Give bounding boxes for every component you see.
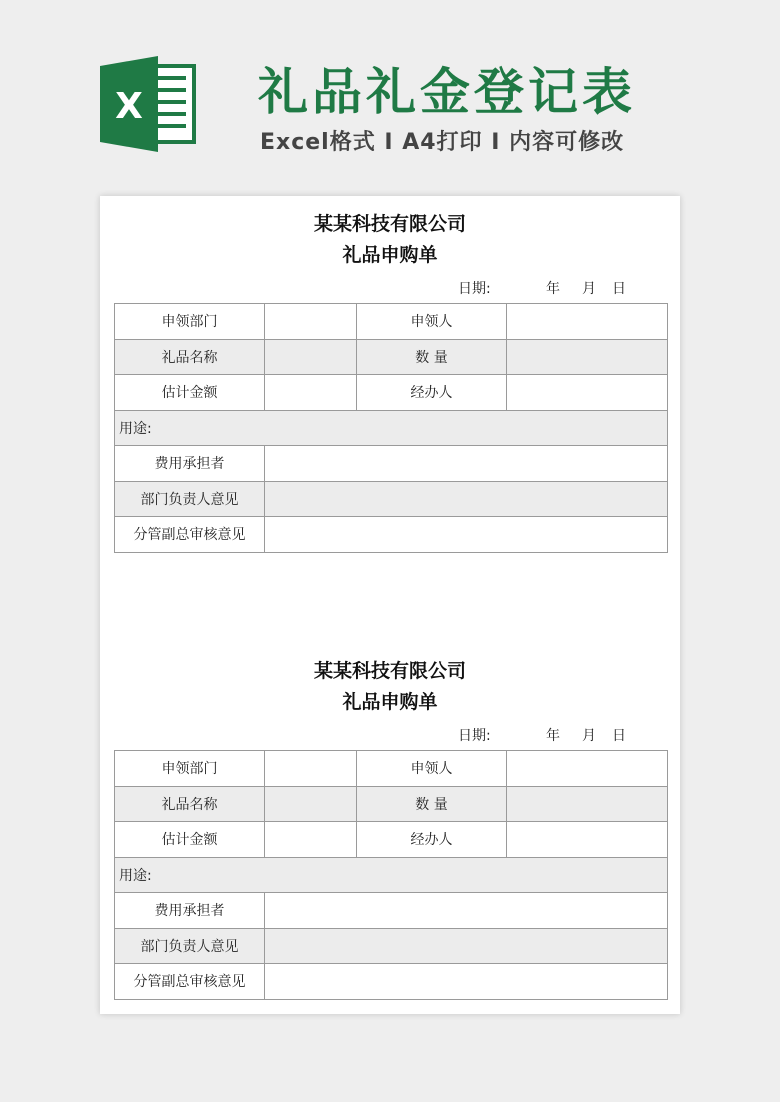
date-day: 日 <box>612 728 626 744</box>
document-page <box>100 196 680 1014</box>
field-dept[interactable] <box>265 751 357 787</box>
date-label: 日期: <box>458 728 491 744</box>
field-applicant[interactable] <box>507 304 668 340</box>
label-quantity: 数 量 <box>357 339 507 375</box>
field-est-amount[interactable] <box>265 822 357 858</box>
label-dept-head: 部门负责人意见 <box>115 928 265 964</box>
label-est-amount: 估计金额 <box>115 375 265 411</box>
form-title: 礼品申购单 <box>342 691 438 713</box>
table-row <box>115 304 668 340</box>
form-table <box>114 750 668 1000</box>
page-subtitle: Excel格式 I A4打印 I 内容可修改 <box>260 130 625 155</box>
date-month: 月 <box>582 728 596 744</box>
table-row <box>115 857 668 893</box>
date-month: 月 <box>582 281 596 297</box>
field-dept-head[interactable] <box>265 928 668 964</box>
table-row <box>115 375 668 411</box>
date-row <box>100 717 680 747</box>
table-row <box>115 339 668 375</box>
table-row <box>115 928 668 964</box>
field-quantity[interactable] <box>507 786 668 822</box>
field-applicant[interactable] <box>507 751 668 787</box>
company-name: 某某科技有限公司 <box>313 660 466 682</box>
label-bearer: 费用承担者 <box>115 893 265 929</box>
gift-request-form <box>100 657 680 1000</box>
label-applicant: 申领人 <box>357 304 507 340</box>
logo-letter: X <box>115 86 143 127</box>
field-est-amount[interactable] <box>265 375 357 411</box>
label-est-amount: 估计金额 <box>115 822 265 858</box>
excel-icon <box>100 56 198 152</box>
label-dept-head: 部门负责人意见 <box>115 481 265 517</box>
table-row <box>115 786 668 822</box>
table-row <box>115 751 668 787</box>
label-applicant: 申领人 <box>357 751 507 787</box>
field-vp-review[interactable] <box>265 517 668 553</box>
table-row <box>115 893 668 929</box>
label-bearer: 费用承担者 <box>115 446 265 482</box>
field-handler[interactable] <box>507 822 668 858</box>
field-purpose[interactable]: 用途: <box>115 857 668 893</box>
label-handler: 经办人 <box>357 375 507 411</box>
date-day: 日 <box>612 281 626 297</box>
table-row <box>115 517 668 553</box>
field-quantity[interactable] <box>507 339 668 375</box>
label-quantity: 数 量 <box>357 786 507 822</box>
label-gift-name: 礼品名称 <box>115 786 265 822</box>
form-table <box>114 303 668 553</box>
date-year: 年 <box>546 728 560 744</box>
label-handler: 经办人 <box>357 822 507 858</box>
table-row <box>115 481 668 517</box>
gift-request-form <box>100 210 680 553</box>
date-row <box>100 270 680 300</box>
date-year: 年 <box>546 281 560 297</box>
field-dept[interactable] <box>265 304 357 340</box>
company-name: 某某科技有限公司 <box>313 213 466 235</box>
field-dept-head[interactable] <box>265 481 668 517</box>
field-bearer[interactable] <box>265 446 668 482</box>
date-label: 日期: <box>458 281 491 297</box>
label-vp-review: 分管副总审核意见 <box>115 964 265 1000</box>
page-title: 礼品礼金登记表 <box>258 63 636 121</box>
label-vp-review: 分管副总审核意见 <box>115 517 265 553</box>
table-row <box>115 822 668 858</box>
form-title: 礼品申购单 <box>342 244 438 266</box>
field-bearer[interactable] <box>265 893 668 929</box>
page-header <box>0 0 780 190</box>
table-row <box>115 964 668 1000</box>
label-dept: 申领部门 <box>115 304 265 340</box>
table-row <box>115 410 668 446</box>
field-vp-review[interactable] <box>265 964 668 1000</box>
field-purpose[interactable]: 用途: <box>115 410 668 446</box>
label-gift-name: 礼品名称 <box>115 339 265 375</box>
field-gift-name[interactable] <box>265 339 357 375</box>
field-handler[interactable] <box>507 375 668 411</box>
table-row <box>115 446 668 482</box>
field-gift-name[interactable] <box>265 786 357 822</box>
label-dept: 申领部门 <box>115 751 265 787</box>
